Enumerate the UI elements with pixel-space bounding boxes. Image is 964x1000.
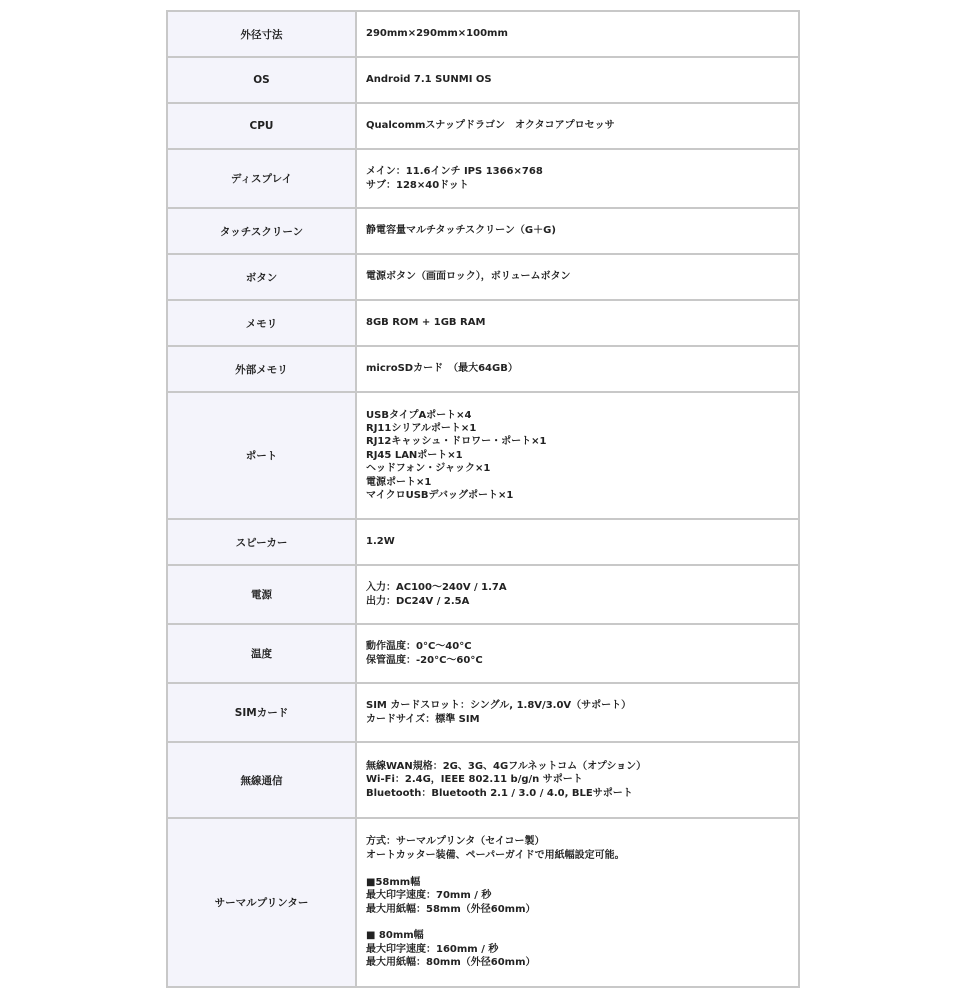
spec-value-line [366, 862, 798, 875]
spec-value-line: マイクロUSBデバッグポート×1 [366, 490, 514, 502]
spec-label: ディスプレイ [167, 149, 356, 208]
spec-value-line: 290mm×290mm×100mm [366, 28, 508, 40]
spec-label: 無線通信 [167, 742, 356, 818]
spec-value-line: Bluetooth：Bluetooth 2.1 / 3.0 / 4.0, BLEサポート [366, 787, 633, 799]
spec-value-line: Qualcommスナップドラゴン オクタコアプロセッサ [366, 120, 615, 132]
spec-value [356, 519, 799, 565]
spec-value-line: 無線WAN規格：2G、3G、4Gフルネットコム（オプション） [366, 760, 647, 772]
spec-value-line: メイン：11.6インチ IPS 1366×768 [366, 166, 543, 178]
spec-value [356, 149, 799, 208]
spec-value-line: 電源ポート×1 [366, 476, 432, 488]
spec-value [356, 346, 799, 392]
spec-value [356, 742, 799, 818]
spec-value-line: 8GB ROM + 1GB RAM [366, 317, 486, 329]
spec-value-line: Android 7.1 SUNMI OS [366, 74, 492, 86]
spec-label: 外部メモリ [167, 346, 356, 392]
spec-label: SIMカード [167, 683, 356, 742]
spec-value-line: RJ45 LANポート×1 [366, 449, 463, 461]
spec-value [356, 300, 799, 346]
spec-value-line: 最大印字速度：70mm / 秒 [366, 890, 492, 902]
spec-value-line: 動作温度：0°C〜40°C [366, 641, 472, 653]
spec-row [167, 254, 799, 300]
spec-value-line: RJ11シリアルポート×1 [366, 422, 477, 434]
spec-value-line: ■58mm幅 [366, 876, 421, 888]
spec-row [167, 300, 799, 346]
spec-value-line: RJ12キャッシュ・ドロワー・ポート×1 [366, 436, 547, 448]
spec-value [356, 624, 799, 683]
spec-label: 外径寸法 [167, 11, 356, 57]
spec-row [167, 565, 799, 624]
spec-label: 電源 [167, 565, 356, 624]
spec-value-line: 出力：DC24V / 2.5A [366, 595, 470, 607]
spec-row [167, 103, 799, 149]
spec-value-line: 方式：サーマルプリンタ（セイコー製） [366, 836, 545, 848]
spec-label: ポート [167, 392, 356, 519]
spec-value [356, 208, 799, 254]
spec-value [356, 565, 799, 624]
spec-value-line: ヘッドフォン・ジャック×1 [366, 463, 491, 475]
spec-row [167, 346, 799, 392]
spec-value [356, 818, 799, 987]
spec-label: サーマルプリンター [167, 818, 356, 987]
spec-row [167, 683, 799, 742]
spec-value-line: 入力：AC100〜240V / 1.7A [366, 582, 507, 594]
spec-row [167, 57, 799, 103]
spec-value-line: USBタイプAポート×4 [366, 409, 472, 421]
spec-value [356, 683, 799, 742]
spec-value-line: 保管温度：-20°C〜60°C [366, 654, 483, 666]
spec-row [167, 208, 799, 254]
spec-row [167, 149, 799, 208]
spec-label: スピーカー [167, 519, 356, 565]
spec-value-line: 電源ボタン（画面ロック），ボリュームボタン [366, 271, 571, 283]
spec-value-line: サブ：128×40ドット [366, 179, 469, 191]
spec-label: OS [167, 57, 356, 103]
spec-value [356, 11, 799, 57]
spec-value-line [366, 916, 798, 929]
spec-row [167, 624, 799, 683]
spec-value-line: microSDカード （最大64GB） [366, 363, 518, 375]
spec-value-line: オートカッター装備、ペーパーガイドで用紙幅設定可能。 [366, 849, 625, 861]
spec-value-line: 静電容量マルチタッチスクリーン（G＋G) [366, 225, 556, 237]
spec-row [167, 742, 799, 818]
spec-row [167, 11, 799, 57]
spec-row [167, 519, 799, 565]
spec-value [356, 57, 799, 103]
spec-label: メモリ [167, 300, 356, 346]
spec-value-line: Wi-Fi：2.4G，IEEE 802.11 b/g/n サポート [366, 774, 583, 786]
spec-value [356, 254, 799, 300]
spec-value-line: SIM カードスロット：シングル, 1.8V/3.0V（サポート） [366, 700, 632, 712]
spec-value-line: 1.2W [366, 536, 395, 548]
spec-row [167, 392, 799, 519]
spec-value-line: 最大印字速度：160mm / 秒 [366, 943, 499, 955]
spec-value [356, 103, 799, 149]
spec-label: ボタン [167, 254, 356, 300]
spec-value [356, 392, 799, 519]
spec-label: CPU [167, 103, 356, 149]
spec-value-line: 最大用紙幅：58mm（外径60mm） [366, 903, 536, 915]
spec-row [167, 818, 799, 987]
spec-value-line: ■ 80mm幅 [366, 930, 424, 942]
spec-table [166, 10, 800, 988]
spec-value-line: カードサイズ：標準 SIM [366, 713, 480, 725]
spec-label: タッチスクリーン [167, 208, 356, 254]
spec-label: 温度 [167, 624, 356, 683]
spec-table-body [167, 11, 799, 987]
spec-value-line: 最大用紙幅：80mm（外径60mm） [366, 957, 536, 969]
